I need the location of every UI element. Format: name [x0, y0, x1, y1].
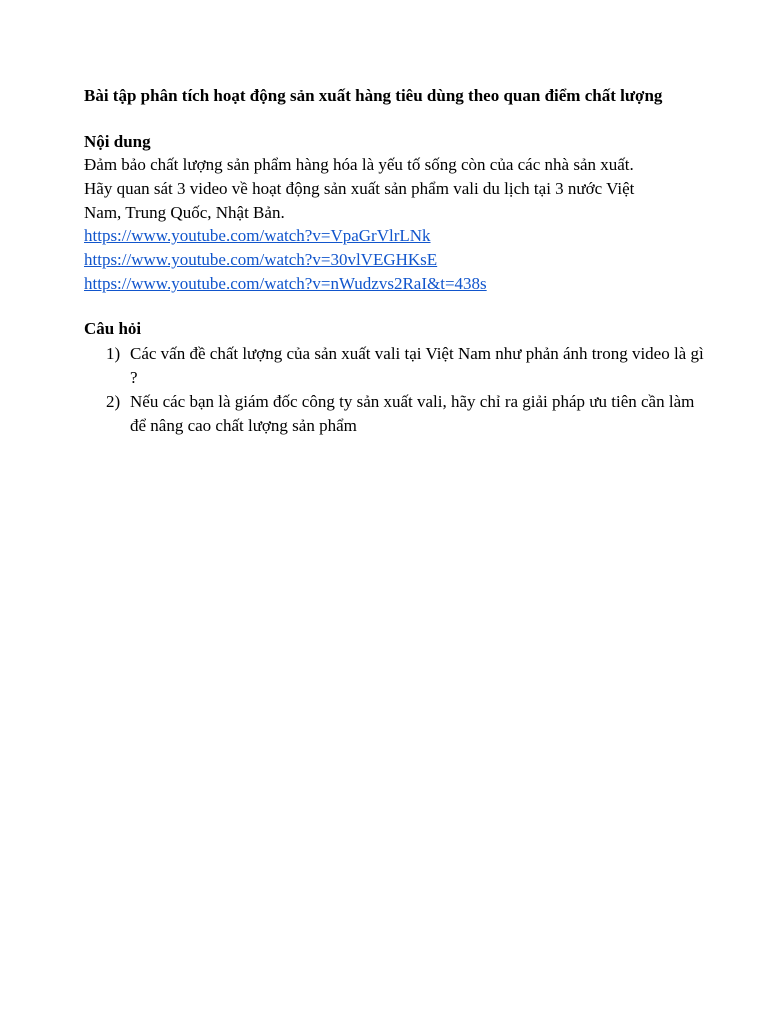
- questions-heading: Câu hỏi: [84, 319, 142, 338]
- question-number: 1): [106, 344, 121, 363]
- question-text: Các vấn đề chất lượng của sản xuất vali tại Việt Nam như phản ánh trong video là gì ?: [130, 344, 704, 387]
- document-title: Bài tập phân tích hoạt động sản xuất hàng tiêu dùng theo quan điểm chất lượng: [84, 86, 663, 105]
- video-link-2[interactable]: https://www.youtube.com/watch?v=30vlVEGHKsE: [84, 250, 438, 269]
- question-number: 2): [106, 392, 121, 411]
- questions-list: [106, 342, 706, 438]
- question-text: Nếu các bạn là giám đốc công ty sản xuất vali, hãy chỉ ra giải pháp ưu tiên cần làm để nâng cao chất lượng sản phẩm: [130, 392, 695, 435]
- question-item: [106, 390, 706, 438]
- video-links: [84, 224, 487, 296]
- content-paragraph: [84, 153, 684, 225]
- question-item: [106, 342, 706, 390]
- content-line-3: Nam, Trung Quốc, Nhật Bản.: [84, 203, 285, 222]
- video-link-1[interactable]: https://www.youtube.com/watch?v=VpaGrVlrLNk: [84, 226, 431, 245]
- video-link-3[interactable]: https://www.youtube.com/watch?v=nWudzvs2RaI&t=438s: [84, 274, 487, 293]
- content-line-1: Đảm bảo chất lượng sản phẩm hàng hóa là yếu tố sống còn của các nhà sản xuất.: [84, 155, 634, 174]
- content-heading: Nội dung: [84, 132, 151, 151]
- content-line-2: Hãy quan sát 3 video về hoạt động sản xuất sản phẩm vali du lịch tại 3 nước Việt: [84, 179, 635, 198]
